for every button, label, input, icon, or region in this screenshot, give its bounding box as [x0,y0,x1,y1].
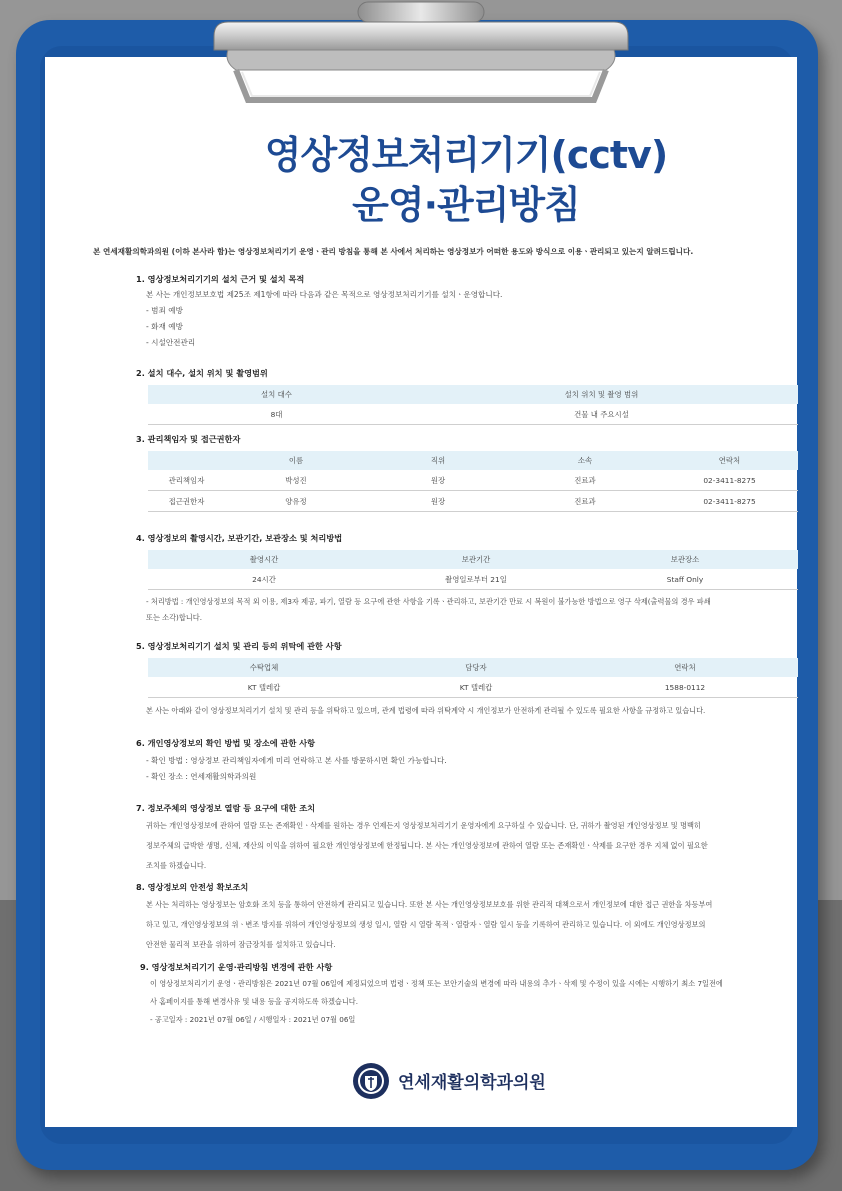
table-header-cell: 보관장소 [572,550,798,569]
table-row [148,491,798,512]
table-cell: 8대 [148,404,405,425]
table-header-cell: 소속 [509,451,661,470]
table-header-cell [148,451,225,470]
section-1 [136,274,826,351]
section-5-note: 본 사는 아래와 같이 영상정보처리기기 설치 및 관리 등을 위탁하고 있으며, 관계 법령에 따라 위탁계약 시 개인정보가 안전하게 관리될 수 있도록 필요한 사항을 규정하고 있습니다. [146,706,706,715]
section-9-line: 이 영상정보처리기기 운영ㆍ관리방침은 2021년 07월 06일에 제정되었으며 법령ㆍ정책 또는 보안기술의 변경에 따라 내용의 추가ㆍ삭제 및 수정이 있을 시에는 시행하기 최소 7일전에 [150,979,723,988]
list-item: - 화재 예방 [146,322,183,331]
table-header-cell: 직위 [367,451,509,470]
table-header-cell: 설치 대수 [148,385,405,404]
section-7 [136,803,826,876]
section-8 [136,882,826,955]
table-header-cell: 이름 [225,451,367,470]
section-4-note: - 처리방법 : 개인영상정보의 목적 외 이용, 제3자 제공, 파기, 열람 등 요구에 관한 사항을 기록ㆍ관리하고, 보관기간 만료 시 복원이 불가능한 방법으로 영구 삭제(출력물의 경우 파쇄 [146,597,711,606]
list-item: - 확인 방법 : 영상정보 관리책임자에게 미리 연락하고 본 사를 방문하시면 확인 가능합니다. [146,756,447,765]
section-5 [136,641,826,719]
list-item: - 시설안전관리 [146,338,196,347]
table-row [148,569,798,590]
clinic-emblem-icon [352,1062,390,1100]
table-header-cell: 보관기간 [380,550,572,569]
table-header-cell: 연락처 [572,658,798,677]
section-7-heading: 7. 정보주체의 영상정보 열람 등 요구에 대한 조치 [136,803,316,813]
document-content [90,100,842,1120]
title-line-2: 운영·관리방침 [352,183,580,227]
manager-table [148,451,798,512]
table-cell: KT 텔레캅 [380,677,572,698]
title-line-1: 영상정보처리기기(cctv) [264,133,668,177]
clinic-name: 연세재활의학과의원 [398,1073,546,1093]
section-7-line: 귀하는 개인영상정보에 관하여 열람 또는 존재확인ㆍ삭제를 원하는 경우 언제든지 영상정보처리기기 운영자에게 요구하실 수 있습니다. 단, 귀하가 촬영된 개인영상정보 및 명백히 [146,821,701,830]
section-9-heading: 9. 영상정보처리기기 운영·관리방침 변경에 관한 사항 [140,962,333,972]
section-9-line: 사 홈페이지를 통해 변경사유 및 내용 등을 공지하도록 하겠습니다. [150,997,359,1006]
paper-sheet [45,57,797,1127]
table-cell: 관리책임자 [148,470,225,491]
table-cell: 촬영일로부터 21일 [380,569,572,590]
table-row [148,470,798,491]
table-header-row [148,451,798,470]
table-cell: 02-3411-8275 [661,491,798,512]
table-cell: 양유정 [225,491,367,512]
section-8-line: 본 사는 처리하는 영상정보는 암호화 조치 등을 통하여 안전하게 관리되고 있습니다. 또한 본 사는 개인영상정보보호를 위한 관리적 대책으로서 개인정보에 대한 접근 권한을 차등부여 [146,900,713,909]
retention-table [148,550,798,590]
table-cell: 02-3411-8275 [661,470,798,491]
section-4-heading: 4. 영상정보의 촬영시간, 보관기간, 보관장소 및 처리방법 [136,533,343,543]
table-header-row [148,550,798,569]
section-3-heading: 3. 관리책임자 및 접근권한자 [136,434,241,444]
section-2-heading: 2. 설치 대수, 설치 위치 및 촬영범위 [136,368,268,378]
section-1-heading: 1. 영상정보처리기기의 설치 근거 및 설치 목적 [136,274,305,284]
table-header-row [148,658,798,677]
table-cell: 1588-0112 [572,677,798,698]
section-6 [136,738,826,785]
section-2 [136,368,826,425]
section-1-desc: 본 사는 개인정보보호법 제25조 제1항에 따라 다음과 같은 목적으로 영상정보처리기기를 설치ㆍ운영합니다. [146,290,503,299]
list-item: - 확인 장소 : 연세재활의학과의원 [146,772,257,781]
section-3 [136,434,826,512]
table-cell: 접근권한자 [148,491,225,512]
table-header-cell: 설치 위치 및 촬영 범위 [405,385,798,404]
clinic-logo [352,1062,592,1102]
table-row [148,677,798,698]
section-6-heading: 6. 개인영상정보의 확인 방법 및 장소에 관한 사항 [136,738,316,748]
list-item: - 범죄 예방 [146,306,183,315]
table-cell: 진료과 [509,470,661,491]
table-header-cell: 촬영시간 [148,550,380,569]
table-cell: 박성진 [225,470,367,491]
install-table [148,385,798,425]
outsourcing-table [148,658,798,698]
section-8-line: 안전한 물리적 보관을 위하여 잠금장치를 설치하고 있습니다. [146,940,336,949]
section-7-line: 정보주체의 급박한 생명, 신체, 재산의 이익을 위하여 필요한 개인영상정보에 한정됩니다. 본 사는 개인영상정보에 관하여 열람 또는 존재확인ㆍ삭제를 요구한 경우 지체 없이 필요한 [146,841,708,850]
table-header-cell: 연락처 [661,451,798,470]
section-9 [140,962,830,1029]
section-5-heading: 5. 영상정보처리기기 설치 및 관리 등의 위탁에 관한 사항 [136,641,342,651]
table-header-cell: 수탁업체 [148,658,380,677]
table-header-cell: 담당자 [380,658,572,677]
table-cell: 24시간 [148,569,380,590]
clipboard-clip-icon [208,0,634,108]
section-8-line: 하고 있고, 개인영상정보의 위ㆍ변조 방지를 위하여 개인영상정보의 생성 일시, 열람 시 열람 목적ㆍ열람자ㆍ열람 일시 등을 기록하여 관리하고 있습니다. 이 외에도 개인영상정보의 [146,920,706,929]
table-cell: Staff Only [572,569,798,590]
table-cell: 원장 [367,491,509,512]
table-cell: 진료과 [509,491,661,512]
table-header-row [148,385,798,404]
table-cell: 원장 [367,470,509,491]
section-4-note-cont: 또는 소각)합니다. [146,613,202,622]
section-9-date: - 공고일자 : 2021년 07월 06일 / 시행일자 : 2021년 07월 06일 [150,1015,356,1024]
section-8-heading: 8. 영상정보의 안전성 확보조치 [136,882,249,892]
intro-text: 본 연세재활의학과의원 (이하 본사라 함)는 영상정보처리기기 운영ㆍ관리 방침을 통해 본 사에서 처리하는 영상정보가 어떠한 용도와 방식으로 이용ㆍ관리되고 있는지 알려드립니다. [93,247,694,256]
section-4 [136,533,826,626]
table-row [148,404,798,425]
section-7-line: 조치를 하겠습니다. [146,861,207,870]
table-cell: 건물 내 주요시설 [405,404,798,425]
table-cell: KT 텔레캅 [148,677,380,698]
